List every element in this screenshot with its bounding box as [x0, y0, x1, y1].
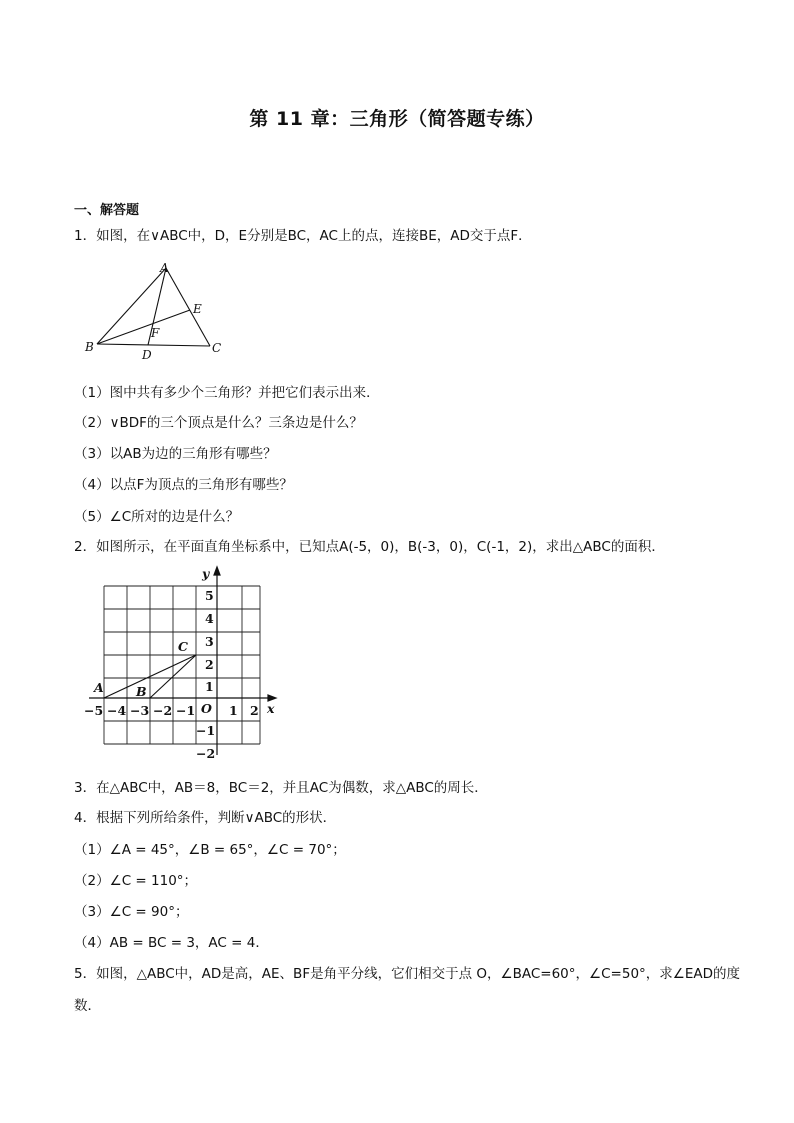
question-4-text: 4．根据下列所给条件，判断∨ABC的形状．	[74, 810, 337, 826]
origin-label: O	[201, 701, 212, 716]
question-5-text-line-2: 数．	[74, 998, 101, 1014]
x-tick-label: −5	[84, 703, 104, 718]
label-b: B	[85, 340, 94, 354]
q1-part-5: （5）∠C所对的边是什么？	[74, 509, 240, 525]
y-tick-label: 2	[205, 657, 214, 672]
q4-part-1: （1）∠A = 45°，∠B = 65°，∠C = 70°；	[74, 842, 346, 858]
q1-part-4: （4）以点F为顶点的三角形有哪些？	[74, 477, 293, 493]
label-d: D	[142, 348, 152, 362]
y-tick-label: 1	[205, 679, 214, 694]
x-tick-label: −1	[176, 703, 196, 718]
question-2-text: 2．如图所示，在平面直角坐标系中，已知点A(-5，0)，B(-3，0)，C(-1，2)，求出△ABC的面积．	[74, 539, 665, 555]
label-c: C	[212, 341, 222, 355]
coordinate-grid-q2	[84, 565, 280, 765]
x-tick-label: −3	[130, 703, 150, 718]
point-label-b: B	[136, 684, 147, 699]
q4-part-4: （4）AB = BC = 3，AC = 4．	[74, 935, 269, 951]
label-f: F	[151, 326, 160, 340]
y-tick-label: 5	[205, 588, 214, 603]
q1-part-2: （2）∨BDF的三个顶点是什么？三条边是什么？	[74, 415, 363, 431]
x-tick-label: −4	[107, 703, 127, 718]
question-5-text-line-1: 5．如图，△ABC中，AD是高，AE、BF是角平分线，它们相交于点 O，∠BAC=60°，∠C=50°，求∠EAD的度	[74, 966, 741, 982]
axis-label-y: y	[202, 566, 210, 581]
section-heading: 一、解答题	[74, 203, 140, 218]
x-tick-label: −2	[153, 703, 173, 718]
q4-part-3: （3）∠C = 90°；	[74, 904, 189, 920]
segment-bc	[97, 344, 210, 346]
label-e: E	[193, 302, 202, 316]
axis-label-x: x	[267, 701, 275, 716]
x-tick-label: 1	[229, 703, 238, 718]
segment-ac	[166, 268, 210, 346]
page-title: 第 11 章：三角形（简答题专练）	[249, 108, 545, 130]
y-tick-label: 3	[205, 634, 214, 649]
y-tick-label: −2	[196, 746, 216, 761]
y-tick-label: −1	[196, 723, 216, 738]
y-tick-label: 4	[205, 611, 214, 626]
label-a: A	[160, 261, 169, 275]
question-1-text: 1．如图，在∨ABC中，D，E分别是BC，AC上的点，连接BE，AD交于点F．	[74, 228, 532, 244]
q1-part-1: （1）图中共有多少个三角形？并把它们表示出来．	[74, 385, 380, 401]
q1-part-3: （3）以AB为边的三角形有哪些？	[74, 446, 277, 462]
q4-part-2: （2）∠C = 110°；	[74, 873, 198, 889]
point-label-c: C	[178, 639, 188, 654]
y-axis-arrow	[214, 567, 220, 575]
point-label-a: A	[94, 680, 104, 695]
segment-be	[97, 310, 190, 344]
triangle-figure-q1	[80, 258, 230, 363]
x-tick-label: 2	[250, 703, 259, 718]
question-3-text: 3．在△ABC中，AB＝8，BC＝2，并且AC为偶数，求△ABC的周长．	[74, 780, 488, 796]
